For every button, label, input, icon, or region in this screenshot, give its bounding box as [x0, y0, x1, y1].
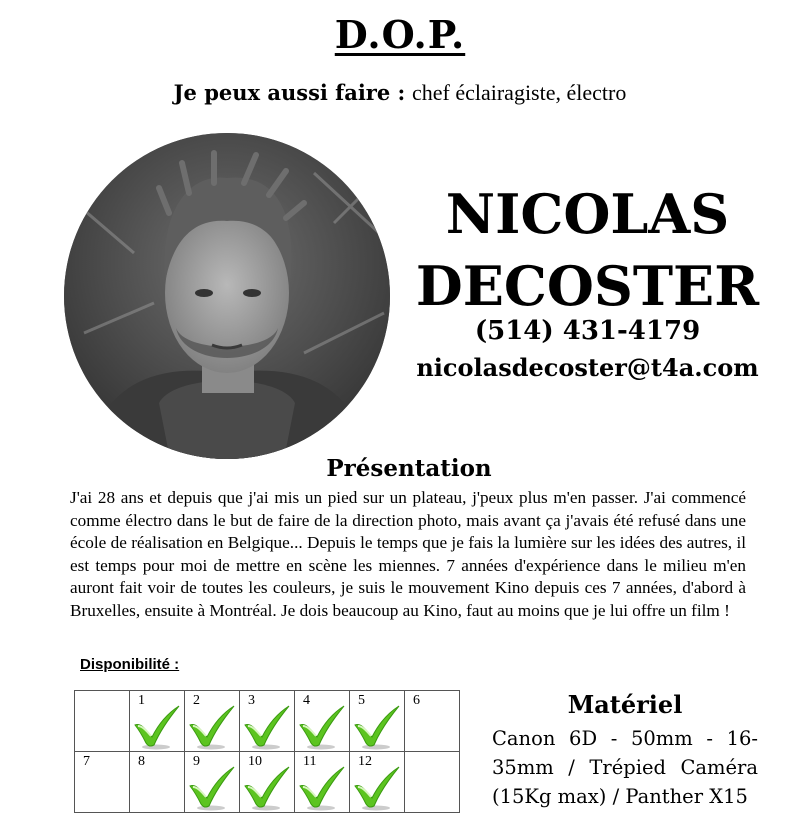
- presentation-text: J'ai 28 ans et depuis que j'ai mis un pied sur un plateau, j'peux plus m'en passer. J'ai commencé comme électro dans le but de faire de la direction photo, mais avant ça j'avais été refusé dans une école de réalisation en Belgique... Depuis le temps que je fais la lumière sur les idées des autres, il est temps pour moi de mettre en scène les miennes. 7 années d'expérience dans le milieu m'en auront fait voir de toutes les couleurs, je suis le mouvement Kino depuis ces 7 années, d'abord à Bruxelles, ensuite à Montréal. Je dois beaucoup au Kino, faut au moins que je lui offre un film !: [70, 488, 746, 620]
- also-can-do-value: chef éclairagiste, électro: [411, 80, 627, 105]
- calendar-row: [75, 691, 460, 752]
- calendar-cell: [240, 691, 295, 752]
- checkmark-icon: [132, 705, 182, 751]
- day-number: 5: [358, 693, 365, 708]
- day-number: 10: [248, 754, 262, 769]
- portrait-image: [64, 133, 390, 459]
- calendar-cell: [130, 752, 185, 813]
- day-number: 12: [358, 754, 372, 769]
- calendar-cell: [295, 752, 350, 813]
- calendar-cell: [350, 752, 405, 813]
- day-number: 9: [193, 754, 200, 769]
- calendar-cell: [295, 691, 350, 752]
- calendar-cell: [405, 752, 460, 813]
- calendar-cell: [405, 691, 460, 752]
- calendar-cell: [185, 752, 240, 813]
- checkmark-icon: [187, 766, 237, 812]
- full-name: NICOLAS DECOSTER: [415, 182, 760, 318]
- equipment-title: Matériel: [567, 690, 683, 719]
- calendar-cell: [185, 691, 240, 752]
- also-can-do-label: Je peux aussi faire :: [173, 80, 406, 105]
- day-number: 3: [248, 693, 255, 708]
- role-title: D.O.P.: [334, 12, 466, 57]
- equipment-text: Canon 6D - 50mm - 16-35mm / Trépied Caméra (15Kg max) / Panther X15: [492, 727, 758, 808]
- calendar-cell: [240, 752, 295, 813]
- calendar-cell: [75, 752, 130, 813]
- email-address: nicolasdecoster@t4a.com: [416, 353, 759, 382]
- availability-calendar: [74, 690, 460, 813]
- calendar-row: [75, 752, 460, 813]
- checkmark-icon: [352, 705, 402, 751]
- availability-label: Disponibilité :: [80, 656, 180, 673]
- day-number: 2: [193, 693, 200, 708]
- checkmark-icon: [242, 705, 292, 751]
- presentation-title: Présentation: [326, 455, 492, 482]
- profile-photo: [64, 133, 390, 459]
- checkmark-icon: [187, 705, 237, 751]
- day-number: 8: [138, 754, 145, 769]
- calendar-cell: [130, 691, 185, 752]
- day-number: 1: [138, 693, 145, 708]
- day-number: 11: [303, 754, 317, 769]
- checkmark-icon: [297, 766, 347, 812]
- day-number: 4: [303, 693, 310, 708]
- phone-number: (514) 431-4179: [474, 316, 701, 346]
- calendar-cell: [350, 691, 405, 752]
- checkmark-icon: [297, 705, 347, 751]
- day-number: 7: [83, 754, 90, 769]
- calendar-cell: [75, 691, 130, 752]
- day-number: 6: [413, 693, 420, 708]
- also-can-do: [0, 80, 800, 106]
- checkmark-icon: [352, 766, 402, 812]
- checkmark-icon: [242, 766, 292, 812]
